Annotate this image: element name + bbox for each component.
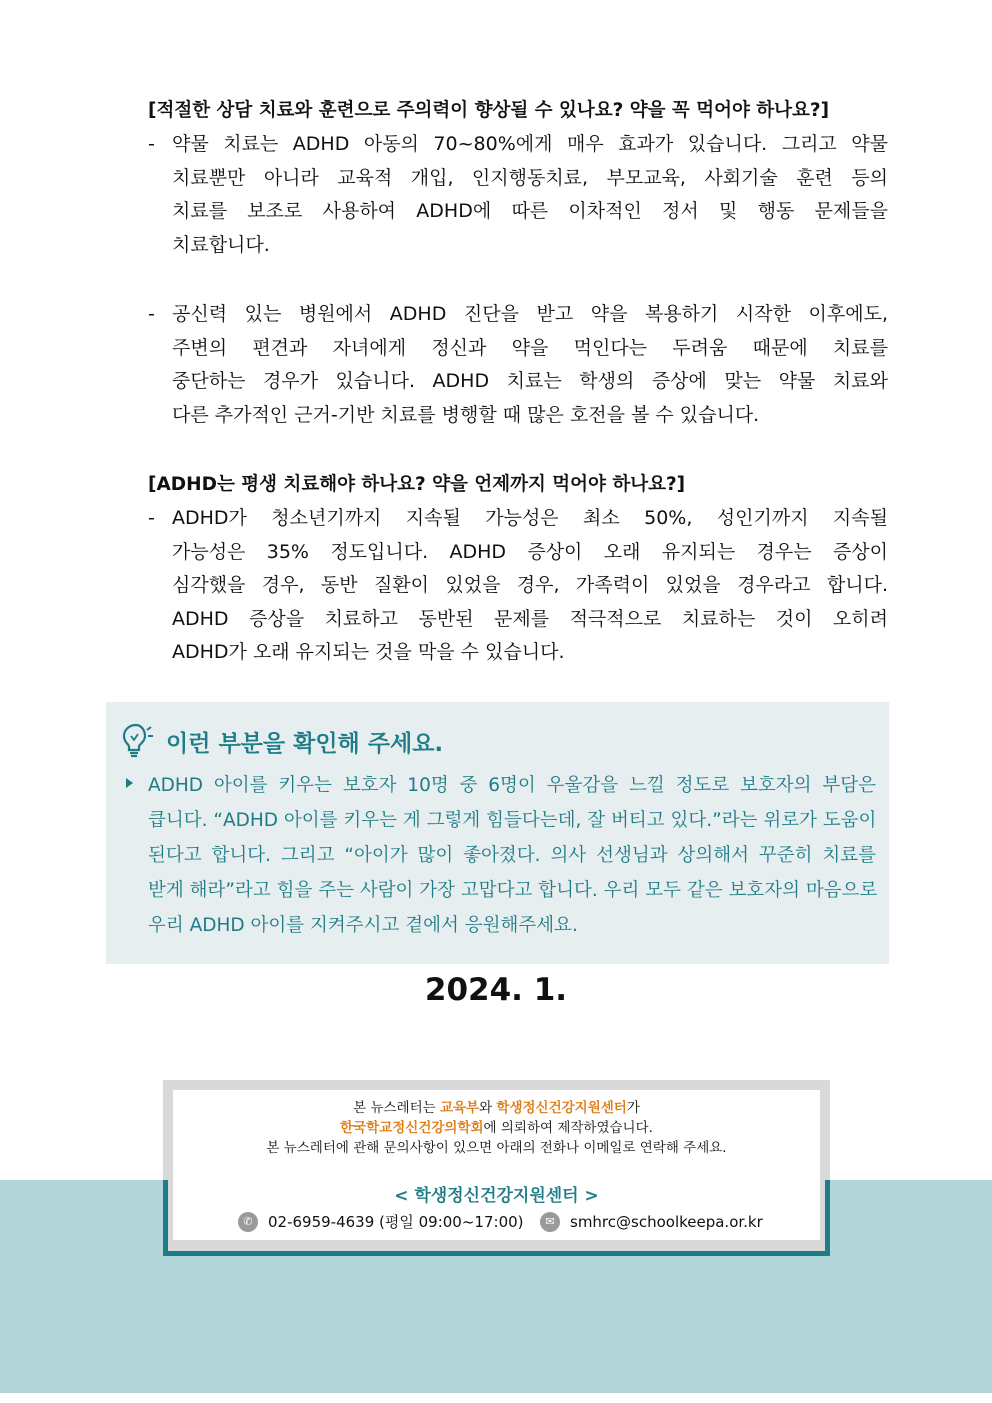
org-student-mental-health-center: 학생정신건강지원센터 — [496, 1100, 627, 1116]
issue-date: 2024. 1. — [424, 972, 568, 1008]
text-line: 치료를 보조로 사용하여 ADHD에 따른 이차적인 정서 및 행동 문제들을 — [172, 200, 888, 222]
notice-line: 받게 해라”라고 힘을 주는 사람이 가장 고맙다고 합니다. 우리 모두 같은 보호자의 마음으로 — [148, 880, 878, 901]
org-ministry-of-education: 교육부 — [439, 1100, 480, 1116]
notice-text — [148, 768, 876, 943]
text-line: 공신력 있는 병원에서 ADHD 진단을 받고 약을 복용하기 시작한 이후에도, — [172, 303, 888, 325]
text-line: 약물 치료는 ADHD 아동의 70~80%에게 매우 효과가 있습니다. 그리고 약물 — [172, 133, 888, 155]
section-title-lifelong: [ADHD는 평생 치료해야 하나요? 약을 언제까지 먹어야 하나요?] — [148, 474, 686, 495]
text-line: ADHD가 오래 유지되는 것을 막을 수 있습니다. — [172, 641, 565, 663]
phone-contact[interactable] — [238, 1211, 524, 1233]
bullet-dash: - — [148, 507, 155, 529]
footer-text: 와 — [479, 1100, 497, 1116]
footer-text: 에 의뢰하여 제작하였습니다. — [483, 1120, 653, 1136]
footer-credit-line — [163, 1098, 830, 1118]
text-line: 다른 추가적인 근거-기반 치료를 병행할 때 많은 호전을 볼 수 있습니다. — [172, 403, 760, 426]
phone-number[interactable]: 02-6959-4639 (평일 09:00~17:00) — [268, 1213, 524, 1231]
paragraph-medication-effect — [148, 128, 888, 262]
phone-icon: ✆ — [238, 1212, 258, 1232]
org-academy: 한국학교정신건강의학회 — [340, 1120, 484, 1136]
text-line: 치료합니다. — [172, 233, 270, 256]
center-name: < 학생정신건강지원센터 > — [394, 1186, 599, 1206]
text-line: 치료뿐만 아니라 교육적 개입, 인지행동치료, 부모교육, 사회기술 훈련 등의 — [172, 166, 888, 189]
paragraph-persistence — [148, 502, 888, 670]
email-address[interactable]: smhrc@schoolkeepa.or.kr — [570, 1213, 763, 1231]
lightbulb-icon — [120, 722, 154, 758]
paragraph-treatment-interruption — [148, 298, 888, 432]
email-icon: ✉ — [540, 1212, 560, 1232]
section-title-counseling: [적절한 상담 치료와 훈련으로 주의력이 향상될 수 있나요? 약을 꼭 먹어야 하나요?] — [148, 100, 830, 121]
footer-text: 본 뉴스레터는 — [353, 1100, 440, 1116]
text-line: ADHD가 청소년기까지 지속될 가능성은 최소 50%, 성인기까지 지속될 — [172, 507, 888, 529]
bullet-dash: - — [148, 133, 155, 155]
email-contact[interactable] — [540, 1211, 763, 1233]
text-line: ADHD 증상을 치료하고 동반된 문제를 적극적으로 치료하는 것이 오히려 — [172, 607, 888, 630]
footer-credit-line — [163, 1118, 830, 1138]
bullet-triangle-icon — [126, 778, 133, 788]
footer-text: 가 — [626, 1100, 640, 1116]
text-line: 심각했을 경우, 동반 질환이 있었을 경우, 가족력이 있었을 경우라고 합니다. — [172, 574, 888, 596]
text-line: 가능성은 35% 정도입니다. ADHD 증상이 오래 유지되는 경우는 증상이 — [172, 540, 888, 563]
notice-title: 이런 부분을 확인해 주세요. — [166, 731, 444, 757]
text-line: 주변의 편견과 자녀에게 정신과 약을 먹인다는 두려움 때문에 치료를 — [172, 336, 888, 359]
bullet-dash: - — [148, 303, 155, 325]
notice-line: ADHD 아이를 키우는 보호자 10명 중 6명이 우울감을 느낄 정도로 보호자의 부담은 — [148, 775, 876, 796]
text-line: 중단하는 경우가 있습니다. ADHD 치료는 학생의 증상에 맞는 약물 치료와 — [172, 370, 888, 392]
notice-line: 우리 ADHD 아이를 지켜주시고 곁에서 응원해주세요. — [148, 915, 578, 936]
notice-line: 된다고 합니다. 그리고 “아이가 많이 좋아졌다. 의사 선생님과 상의해서 꾸준히 치료를 — [148, 845, 876, 866]
notice-line: 큽니다. “ADHD 아이를 키우는 게 그렇게 힘들다는데, 잘 버티고 있다.”라는 위로가 도움이 — [148, 810, 877, 831]
footer-contact-notice: 본 뉴스레터에 관해 문의사항이 있으면 아래의 전화나 이메일로 연락해 주세요. — [266, 1140, 727, 1156]
